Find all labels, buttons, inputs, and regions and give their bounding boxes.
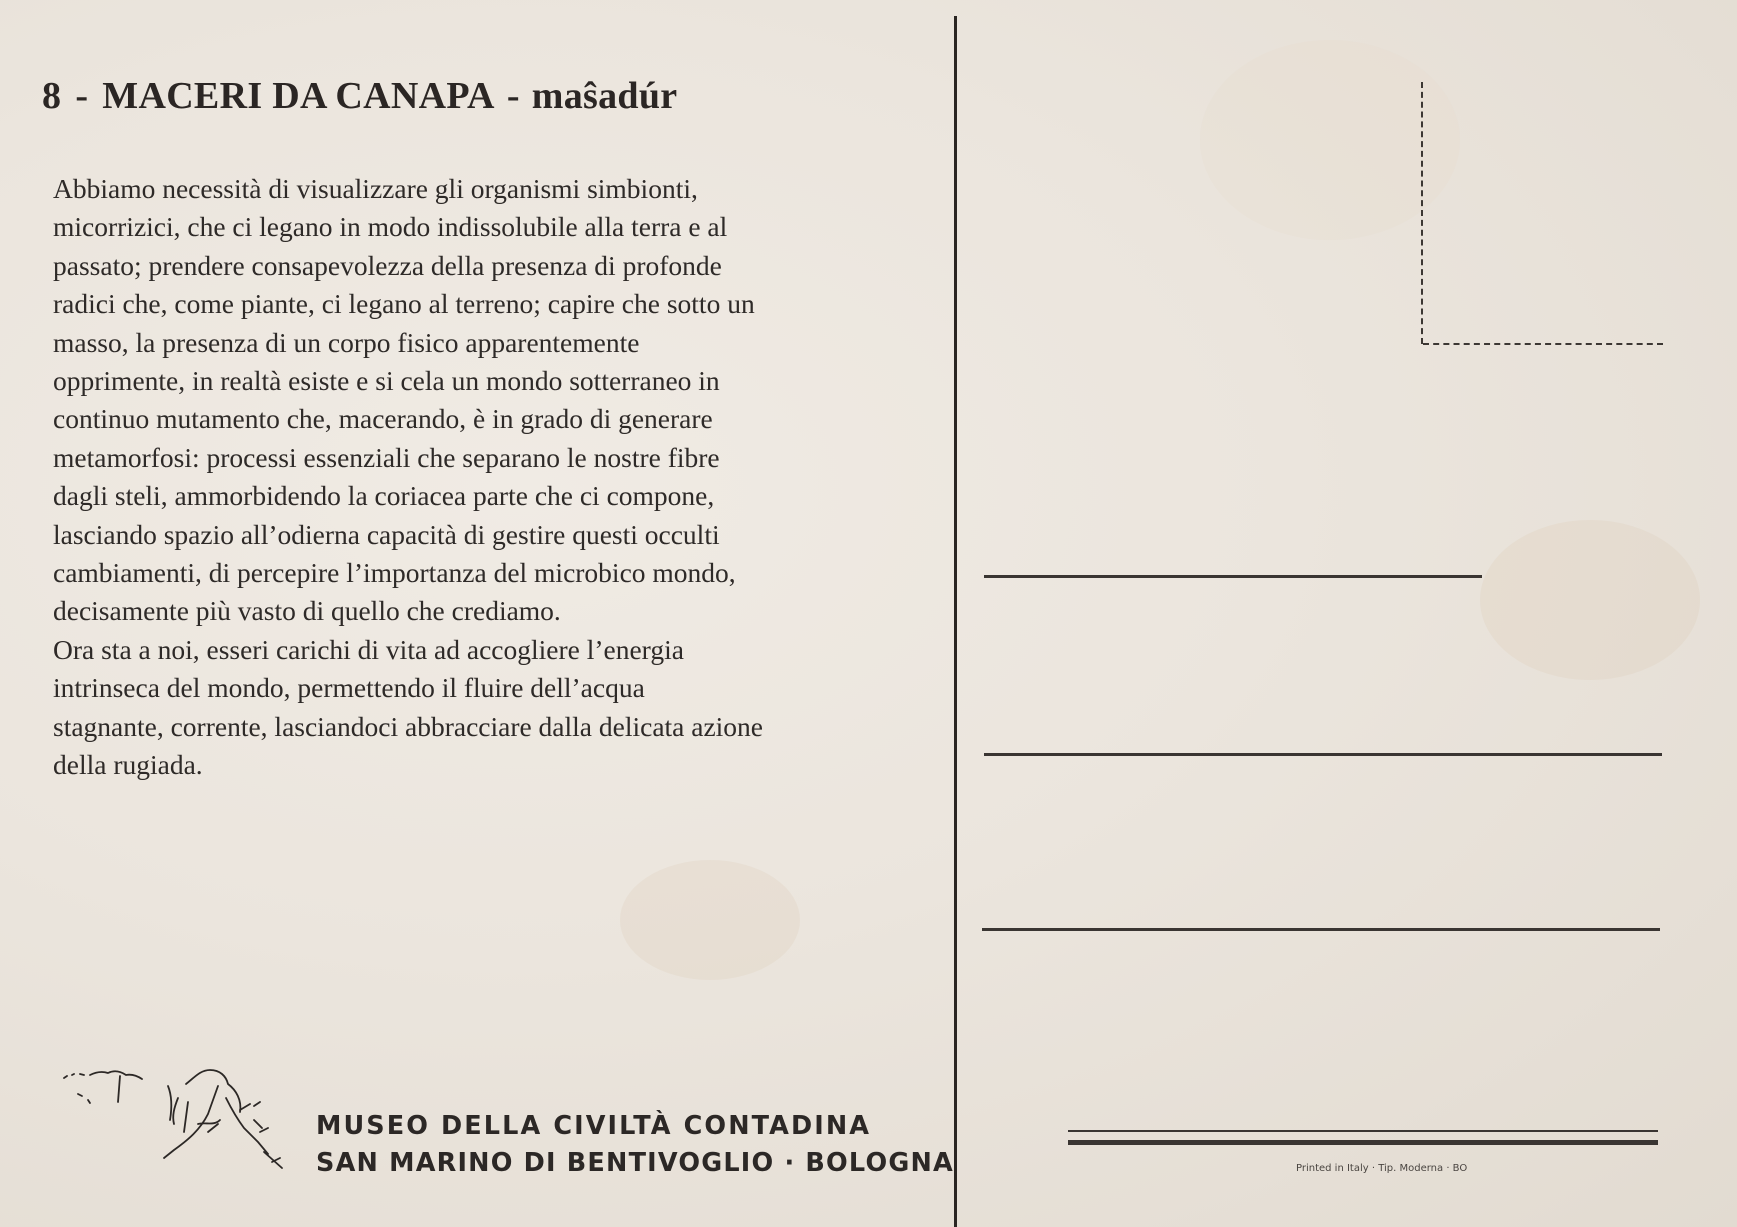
farmer-silhouette-logo-icon — [58, 1062, 310, 1180]
heading-separator: - — [75, 75, 89, 117]
body-line: della rugiada. — [53, 749, 203, 781]
address-line — [984, 753, 1662, 756]
body-line: cambiamenti, di percepire l’importanza del microbico mondo, — [53, 557, 736, 589]
address-line — [982, 928, 1660, 931]
body-line: Ora sta a noi, esseri carichi di vita ad accogliere l’energia — [53, 633, 684, 665]
body-line: Abbiamo necessità di visualizzare gli organismi simbionti, — [53, 173, 698, 204]
body-line: metamorfosi: processi essenziali che separano le nostre fibre — [53, 441, 720, 473]
body-line: masso, la presenza di un corpo fisico apparentemente — [53, 326, 640, 358]
printer-credit: Printed in Italy · Tip. Moderna · BO — [1296, 1163, 1468, 1174]
postcard-divider — [954, 16, 957, 1227]
museum-credit — [316, 1108, 954, 1182]
address-line — [984, 575, 1482, 578]
body-line: dagli steli, ammorbidendo la coriacea parte che ci compone, — [53, 480, 715, 512]
museum-name: MUSEO DELLA CIVILTÀ CONTADINA — [316, 1111, 872, 1141]
address-line — [1068, 1130, 1658, 1132]
paper-stain — [620, 860, 800, 980]
address-line-thick — [1068, 1140, 1658, 1145]
stamp-area-border — [1423, 343, 1663, 345]
heading-number: 8 — [42, 75, 62, 117]
body-line: stagnante, corrente, lasciandoci abbracciare dalla delicata azione — [53, 710, 764, 742]
body-paragraph — [53, 170, 913, 785]
body-line: passato; prendere consapevolezza della presenza di profonde — [53, 249, 722, 281]
stamp-area-border — [1421, 82, 1423, 344]
body-line: radici che, come piante, ci legano al terreno; capire che sotto un — [53, 288, 755, 320]
body-line: continuo mutamento che, macerando, è in grado di generare — [53, 403, 713, 435]
heading-title: MACERI DA CANAPA — [102, 75, 495, 117]
museum-location: SAN MARINO DI BENTIVOGLIO · BOLOGNA — [316, 1148, 954, 1178]
heading-dialect-term: maŝadúr — [531, 75, 678, 117]
postcard-heading — [42, 74, 922, 118]
body-line: intrinseca del mondo, permettendo il fluire dell’acqua — [53, 672, 645, 704]
heading-separator: - — [506, 75, 520, 117]
paper-stain — [1480, 520, 1700, 680]
body-line: micorrizici, che ci legano in modo indissolubile alla terra e al — [53, 211, 728, 243]
body-line: decisamente più vasto di quello che crediamo. — [53, 595, 561, 627]
body-line: lasciando spazio all’odierna capacità di gestire questi occulti — [53, 518, 720, 550]
body-line: opprimente, in realtà esiste e si cela un mondo sotterraneo in — [53, 365, 720, 397]
